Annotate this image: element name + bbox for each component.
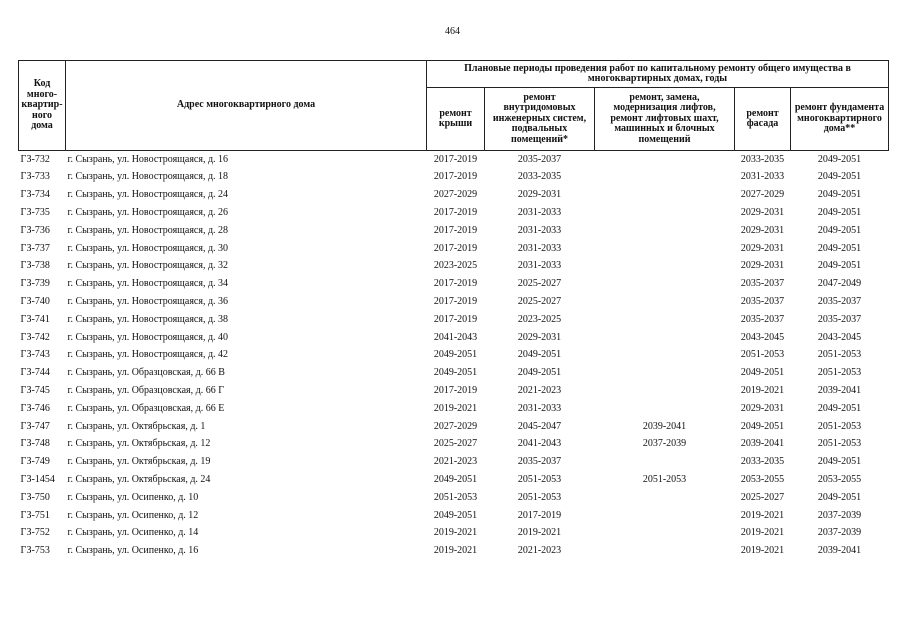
cell-address: г. Сызрань, ул. Осипенко, д. 10 (67, 491, 199, 503)
cell-address: г. Сызрань, ул. Новостроящаяся, д. 30 (67, 242, 229, 254)
cell-roof: 2017-2019 (433, 207, 478, 219)
cell-foundation: 2051-2053 (817, 438, 862, 450)
cell-engineering: 2035-2037 (517, 153, 562, 165)
cell-roof: 2049-2051 (433, 473, 478, 485)
cell-engineering: 2035-2037 (517, 456, 562, 468)
cell-elevators (595, 329, 735, 347)
cell-facade: 2035-2037 (740, 278, 785, 290)
cell-address: г. Сызрань, ул. Новостроящаяся, д. 32 (67, 260, 229, 272)
cell-address: г. Сызрань, ул. Октябрьская, д. 24 (67, 473, 211, 485)
cell-engineering: 2023-2025 (517, 313, 562, 325)
cell-code: ГЗ-742 (20, 331, 50, 343)
header-roof: ремонт крыши (427, 88, 485, 151)
cell-code: ГЗ-751 (20, 509, 50, 521)
cell-facade: 2049-2051 (740, 420, 785, 432)
cell-facade: 2019-2021 (740, 385, 785, 396)
cell-foundation: 2049-2051 (817, 456, 862, 468)
cell-roof: 2025-2027 (433, 438, 478, 450)
header-code: Код много-квартир-ного дома (19, 61, 66, 151)
cell-roof: 2017-2019 (433, 313, 478, 325)
cell-engineering: 2045-2047 (517, 420, 562, 432)
cell-elevators (595, 507, 735, 525)
cell-elevators: 2039-2041 (642, 420, 687, 432)
cell-code: ГЗ-1454 (20, 473, 55, 485)
cell-roof: 2017-2019 (433, 153, 478, 165)
cell-code: ГЗ-734 (20, 189, 50, 201)
cell-facade: 2035-2037 (740, 296, 785, 308)
cell-roof: 2017-2019 (433, 242, 478, 254)
cell-engineering: 2017-2019 (517, 509, 562, 521)
cell-code: ГЗ-752 (20, 527, 50, 539)
cell-code: ГЗ-735 (20, 207, 50, 219)
cell-foundation: 2039-2041 (817, 545, 862, 557)
cell-facade: 2027-2029 (740, 189, 785, 201)
cell-elevators: 2051-2053 (642, 473, 687, 485)
table-row (19, 400, 889, 418)
cell-roof: 2019-2021 (433, 402, 478, 414)
table-row (19, 276, 889, 294)
cell-elevators (595, 204, 735, 222)
cell-address: г. Сызрань, ул. Образцовская, д. 66 Г (67, 385, 224, 396)
cell-roof: 2017-2019 (433, 171, 478, 183)
cell-elevators (595, 169, 735, 187)
page-number: 464 (445, 26, 460, 37)
cell-roof: 2027-2029 (433, 189, 478, 201)
cell-facade: 2051-2053 (740, 349, 785, 361)
cell-code: ГЗ-732 (20, 153, 50, 165)
cell-engineering: 2031-2033 (517, 402, 562, 414)
cell-facade: 2019-2021 (740, 509, 785, 521)
cell-address: г. Сызрань, ул. Новостроящаяся, д. 18 (67, 171, 229, 183)
table-row (19, 436, 889, 454)
cell-engineering: 2049-2051 (517, 349, 562, 361)
cell-roof: 2049-2051 (433, 367, 478, 379)
cell-elevators (595, 151, 735, 169)
cell-elevators (595, 293, 735, 311)
cell-code: ГЗ-736 (20, 224, 50, 236)
table-row (19, 507, 889, 525)
cell-code: ГЗ-753 (20, 545, 50, 557)
cell-engineering: 2033-2035 (517, 171, 562, 183)
repair-schedule-table (18, 60, 889, 560)
cell-code: ГЗ-743 (20, 349, 50, 361)
header-engineering: ремонт внутридомовых инженерных систем, подвальных помещений* (485, 88, 595, 151)
cell-engineering: 2041-2043 (517, 438, 562, 450)
cell-elevators (595, 187, 735, 205)
cell-facade: 2019-2021 (740, 545, 785, 557)
cell-engineering: 2051-2053 (517, 491, 562, 503)
cell-elevators (595, 240, 735, 258)
cell-engineering: 2025-2027 (517, 296, 562, 308)
cell-elevators (595, 258, 735, 276)
cell-address: г. Сызрань, ул. Новостроящаяся, д. 40 (67, 331, 229, 343)
cell-foundation: 2037-2039 (817, 527, 862, 539)
cell-elevators (595, 543, 735, 561)
table-row (19, 311, 889, 329)
cell-roof: 2017-2019 (433, 224, 478, 236)
cell-code: ГЗ-739 (20, 278, 50, 290)
cell-engineering: 2051-2053 (517, 473, 562, 485)
cell-elevators (595, 311, 735, 329)
cell-elevators (595, 276, 735, 294)
cell-address: г. Сызрань, ул. Октябрьская, д. 12 (67, 438, 211, 450)
cell-facade: 2029-2031 (740, 242, 785, 254)
cell-engineering: 2021-2023 (517, 385, 562, 396)
cell-foundation: 2053-2055 (817, 473, 862, 485)
table-row (19, 454, 889, 472)
cell-elevators (595, 365, 735, 383)
cell-foundation: 2037-2039 (817, 509, 862, 521)
cell-roof: 2027-2029 (433, 420, 478, 432)
cell-code: ГЗ-750 (20, 491, 50, 503)
table-row (19, 222, 889, 240)
table-row (19, 543, 889, 561)
cell-engineering: 2029-2031 (517, 331, 562, 343)
cell-address: г. Сызрань, ул. Новостроящаяся, д. 28 (67, 224, 229, 236)
cell-address: г. Сызрань, ул. Новостроящаяся, д. 16 (67, 153, 229, 165)
cell-roof: 2051-2053 (433, 491, 478, 503)
cell-address: г. Сызрань, ул. Новостроящаяся, д. 26 (67, 207, 229, 219)
cell-code: ГЗ-737 (20, 242, 50, 254)
cell-address: г. Сызрань, ул. Октябрьская, д. 19 (67, 456, 211, 468)
cell-engineering: 2031-2033 (517, 224, 562, 236)
cell-address: г. Сызрань, ул. Осипенко, д. 16 (67, 545, 199, 557)
header-facade: ремонт фасада (735, 88, 791, 151)
cell-foundation: 2049-2051 (817, 242, 862, 254)
cell-roof: 2049-2051 (433, 509, 478, 521)
cell-foundation: 2049-2051 (817, 153, 862, 165)
table-row (19, 418, 889, 436)
cell-address: г. Сызрань, ул. Осипенко, д. 12 (67, 509, 199, 521)
cell-facade: 2031-2033 (740, 171, 785, 183)
cell-foundation: 2035-2037 (817, 313, 862, 325)
cell-foundation: 2049-2051 (817, 207, 862, 219)
cell-address: г. Сызрань, ул. Новостроящаяся, д. 24 (67, 189, 229, 201)
cell-facade: 2039-2041 (740, 438, 785, 450)
cell-address: г. Сызрань, ул. Новостроящаяся, д. 42 (67, 349, 229, 361)
cell-elevators (595, 489, 735, 507)
table-row (19, 347, 889, 365)
table-row (19, 329, 889, 347)
cell-foundation: 2049-2051 (817, 171, 862, 183)
cell-elevators (595, 400, 735, 418)
table-row (19, 382, 889, 400)
cell-facade: 2029-2031 (740, 207, 785, 219)
cell-code: ГЗ-746 (20, 402, 50, 414)
header-foundation: ремонт фундамента многоквартирного дома** (791, 88, 889, 151)
table-row (19, 365, 889, 383)
cell-address: г. Сызрань, ул. Образцовская, д. 66 В (67, 367, 225, 379)
cell-elevators (595, 525, 735, 543)
cell-code: ГЗ-749 (20, 456, 50, 468)
cell-engineering: 2029-2031 (517, 189, 562, 201)
table-body (19, 151, 889, 561)
cell-elevators (595, 454, 735, 472)
cell-engineering: 2049-2051 (517, 367, 562, 379)
cell-address: г. Сызрань, ул. Осипенко, д. 14 (67, 527, 199, 539)
cell-roof: 2023-2025 (433, 260, 478, 272)
cell-roof: 2019-2021 (433, 545, 478, 557)
table-row (19, 204, 889, 222)
cell-roof: 2017-2019 (433, 278, 478, 290)
cell-address: г. Сызрань, ул. Новостроящаяся, д. 36 (67, 296, 229, 308)
cell-code: ГЗ-733 (20, 171, 50, 183)
cell-facade: 2049-2051 (740, 367, 785, 379)
cell-foundation: 2049-2051 (817, 402, 862, 414)
cell-facade: 2019-2021 (740, 527, 785, 539)
cell-elevators: 2037-2039 (642, 438, 687, 450)
cell-engineering: 2031-2033 (517, 242, 562, 254)
cell-facade: 2033-2035 (740, 456, 785, 468)
cell-elevators (595, 382, 735, 400)
cell-facade: 2035-2037 (740, 313, 785, 325)
cell-foundation: 2049-2051 (817, 260, 862, 272)
cell-engineering: 2031-2033 (517, 207, 562, 219)
cell-code: ГЗ-744 (20, 367, 50, 379)
cell-roof: 2049-2051 (433, 349, 478, 361)
cell-roof: 2021-2023 (433, 456, 478, 468)
cell-engineering: 2019-2021 (517, 527, 562, 539)
cell-foundation: 2049-2051 (817, 491, 862, 503)
cell-foundation: 2051-2053 (817, 367, 862, 379)
cell-code: ГЗ-741 (20, 313, 50, 325)
cell-roof: 2017-2019 (433, 296, 478, 308)
table-row (19, 293, 889, 311)
cell-address: г. Сызрань, ул. Новостроящаяся, д. 34 (67, 278, 229, 290)
table-row (19, 151, 889, 169)
cell-address: г. Сызрань, ул. Октябрьская, д. 1 (67, 420, 206, 432)
table-row (19, 169, 889, 187)
table-row (19, 489, 889, 507)
cell-code: ГЗ-747 (20, 420, 50, 432)
table-row (19, 240, 889, 258)
cell-elevators (595, 222, 735, 240)
cell-facade: 2033-2035 (740, 153, 785, 165)
cell-facade: 2029-2031 (740, 224, 785, 236)
cell-code: ГЗ-745 (20, 385, 50, 396)
table-row (19, 471, 889, 489)
header-planned-periods: Плановые периоды проведения работ по капитальному ремонту общего имущества в многоквартирных домах, годы (427, 61, 889, 88)
cell-facade: 2053-2055 (740, 473, 785, 485)
cell-roof: 2019-2021 (433, 527, 478, 539)
header-elevators: ремонт, замена, модернизация лифтов, ремонт лифтовых шахт, машинных и блочных помещений (595, 88, 735, 151)
cell-engineering: 2031-2033 (517, 260, 562, 272)
cell-foundation: 2049-2051 (817, 189, 862, 201)
cell-engineering: 2021-2023 (517, 545, 562, 557)
cell-facade: 2043-2045 (740, 331, 785, 343)
cell-roof: 2041-2043 (433, 331, 478, 343)
cell-facade: 2029-2031 (740, 402, 785, 414)
table-row (19, 525, 889, 543)
cell-foundation: 2043-2045 (817, 331, 862, 343)
cell-foundation: 2051-2053 (817, 420, 862, 432)
table-header (19, 61, 889, 151)
cell-foundation: 2035-2037 (817, 296, 862, 308)
cell-address: г. Сызрань, ул. Образцовская, д. 66 Е (67, 402, 225, 414)
cell-foundation: 2049-2051 (817, 224, 862, 236)
cell-code: ГЗ-740 (20, 296, 50, 308)
cell-roof: 2017-2019 (433, 385, 478, 396)
cell-engineering: 2025-2027 (517, 278, 562, 290)
cell-foundation: 2051-2053 (817, 349, 862, 361)
table-row (19, 187, 889, 205)
cell-foundation: 2039-2041 (817, 385, 862, 396)
cell-facade: 2025-2027 (740, 491, 785, 503)
cell-foundation: 2047-2049 (817, 278, 862, 290)
cell-facade: 2029-2031 (740, 260, 785, 272)
cell-code: ГЗ-748 (20, 438, 50, 450)
cell-address: г. Сызрань, ул. Новостроящаяся, д. 38 (67, 313, 229, 325)
header-address: Адрес многоквартирного дома (66, 61, 427, 151)
cell-elevators (595, 347, 735, 365)
cell-code: ГЗ-738 (20, 260, 50, 272)
table-row (19, 258, 889, 276)
